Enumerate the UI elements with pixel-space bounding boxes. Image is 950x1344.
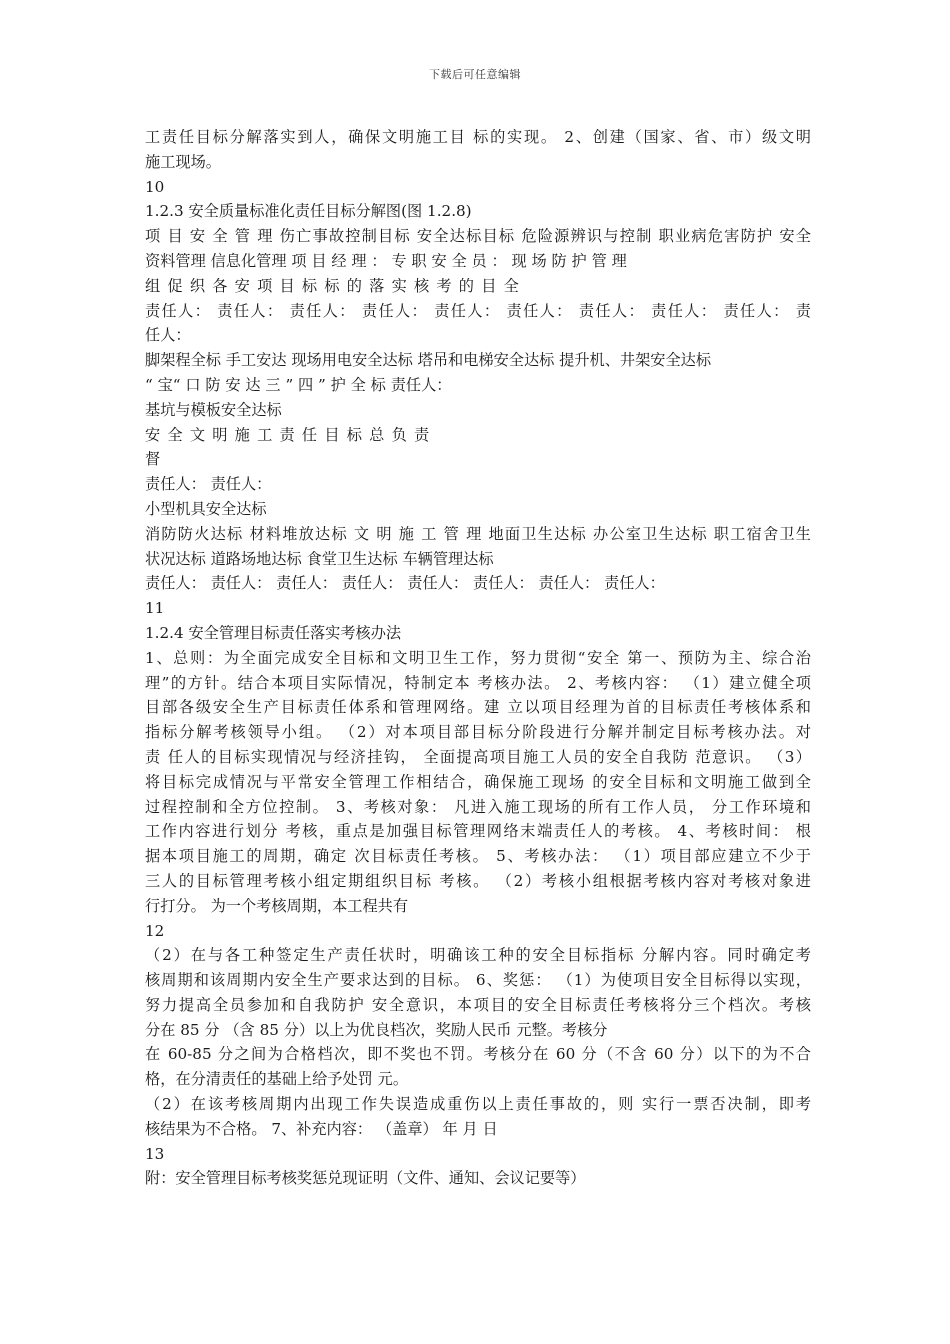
text-line: 分在 85 分 （含 85 分）以上为优良档次，奖励人民币 元整。考核分 bbox=[145, 1020, 608, 1039]
text-line: 12 bbox=[145, 921, 165, 940]
text-line: 附：安全管理目标考核奖惩兑现证明（文件、通知、会议记要等） bbox=[145, 1169, 586, 1188]
text-line: 任人： bbox=[145, 326, 191, 345]
text-line: 1、总则：为全面完成安全目标和文明卫生工作，努力贯彻“安全 第一、预防为主、综合治 bbox=[145, 648, 811, 667]
text-line: 小型机具安全达标 bbox=[145, 499, 267, 518]
text-line: 核周期和该周期内安全生产要求达到的目标。 6、奖惩： （1）为使项目安全目标得以实现， bbox=[145, 971, 811, 990]
text-line: 督 bbox=[145, 450, 161, 469]
text-line: “ 宝“ 口 防 安 达 三 ” 四 ” 护 全 标 责任人： bbox=[145, 375, 452, 394]
document-body bbox=[145, 125, 811, 1191]
text-line: 理”的方针。结合本项目实际情况，特制定本 考核办法。 2、考核内容： （1）建立健全项 bbox=[145, 673, 811, 692]
text-line: 11 bbox=[145, 599, 165, 618]
text-line: （2）在该考核周期内出现工作失误造成重伤以上责任事故的，则 实行一票否决制，即考 bbox=[145, 1095, 811, 1114]
text-line: 10 bbox=[145, 177, 165, 196]
text-line: 13 bbox=[145, 1144, 165, 1163]
text-line: 目部各级安全生产目标责任体系和管理网络。建 立以项目经理为首的目标责任考核体系和 bbox=[145, 698, 811, 717]
text-line: 据本项目施工的周期，确定 次目标责任考核。 5、考核办法： （1）项目部应建立不少于 bbox=[145, 847, 811, 866]
text-line: 指标分解考核领导小组。 （2）对本项目部目标分阶段进行分解并制定目标考核办法。对 bbox=[145, 723, 811, 742]
text-line: 组 促 织 各 安 项 目 标 标 的 落 实 核 考 的 目 全 bbox=[145, 276, 521, 295]
text-line: 核结果为不合格。 7、补充内容： （盖章） 年 月 日 bbox=[145, 1119, 498, 1138]
text-line: 三人的目标管理考核小组定期组织目标 考核。 （2）考核小组根据考核内容对考核对象进 bbox=[145, 871, 811, 890]
text-line: 施工现场。 bbox=[145, 152, 221, 171]
text-line: 消防防火达标 材料堆放达标 文 明 施 工 管 理 地面卫生达标 办公室卫生达标 职工宿舍卫生 bbox=[145, 524, 811, 543]
text-line: 格，在分清责任的基础上给予处罚 元。 bbox=[145, 1070, 409, 1089]
text-line: 状况达标 道路场地达标 食堂卫生达标 车辆管理达标 bbox=[145, 549, 494, 568]
text-line: 工责任目标分解落实到人，确保文明施工目 标的实现。 2、创建（国家、省、市）级文明 bbox=[145, 128, 811, 146]
text-line: 努力提高全员参加和自我防护 安全意识，本项目的安全目标责任考核将分三个档次。考核 bbox=[145, 995, 811, 1014]
text-line: 将目标完成情况与平常安全管理工作相结合，确保施工现场 的安全目标和文明施工做到全 bbox=[145, 772, 811, 791]
text-line: 责 任人的目标实现情况与经济挂钩， 全面提高项目施工人员的安全自我防 范意识。 （3） bbox=[145, 747, 811, 766]
text-line: 基坑与模板安全达标 bbox=[145, 400, 282, 419]
text-line: 安 全 文 明 施 工 责 任 目 标 总 负 责 bbox=[145, 425, 431, 444]
text-line: 项 目 安 全 管 理 伤亡事故控制目标 安全达标目标 危险源辨识与控制 职业病危害防护 安全 bbox=[145, 227, 811, 246]
text-line: 过程控制和全方位控制。 3、考核对象： 凡进入施工现场的所有工作人员， 分工作环境和 bbox=[145, 797, 811, 816]
text-line: 1.2.4 安全管理目标责任落实考核办法 bbox=[145, 623, 402, 642]
page-header: 下载后可任意编辑 bbox=[429, 68, 521, 81]
text-line: 行打分。 为一个考核周期，本工程共有 bbox=[145, 896, 409, 915]
text-line: 工作内容进行划分 考核，重点是加强目标管理网络末端责任人的考核。 4、考核时间： 根 bbox=[145, 822, 811, 841]
text-line: （2）在与各工种签定生产责任状时，明确该工种的安全目标指标 分解内容。同时确定考 bbox=[145, 946, 811, 965]
text-line: 脚架程全标 手工安达 现场用电安全达标 塔吊和电梯安全达标 提升机、井架安全达标 bbox=[145, 351, 712, 370]
text-line: 责任人： 责任人： bbox=[145, 475, 272, 494]
text-line: 责任人： 责任人： 责任人： 责任人： 责任人： 责任人： 责任人： 责任人： bbox=[145, 574, 665, 593]
text-line: 在 60-85 分之间为合格档次，即不奖也不罚。考核分在 60 分（不含 60 分）以下的为不合 bbox=[145, 1045, 811, 1064]
text-line: 资料管理 信息化管理 项 目 经 理 ： 专 职 安 全 员 ： 现 场 防 护 管 理 bbox=[145, 251, 627, 270]
text-line: 1.2.3 安全质量标准化责任目标分解图(图 1.2.8) bbox=[145, 202, 472, 221]
text-line: 责任人： 责任人： 责任人： 责任人： 责任人： 责任人： 责任人： 责任人： 责任人： 责 bbox=[145, 301, 811, 320]
